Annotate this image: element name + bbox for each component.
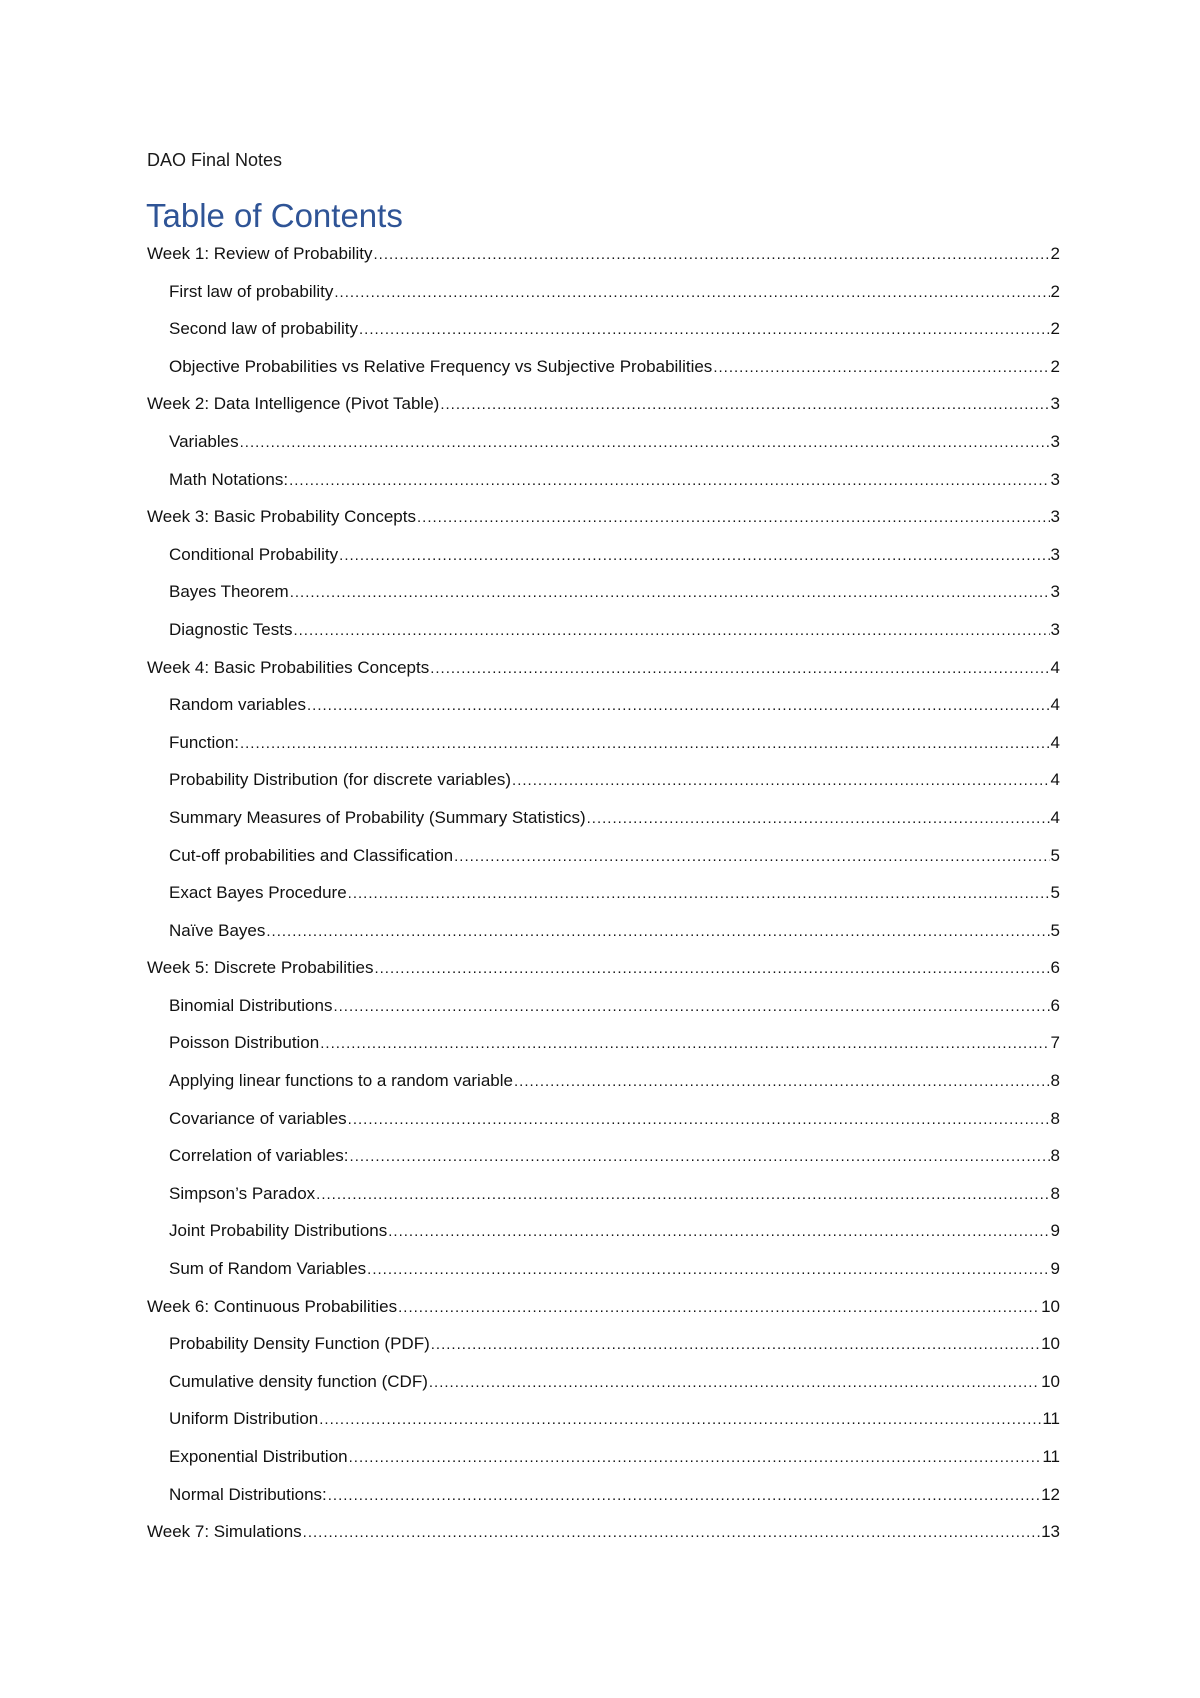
toc-entry-page-number: 11: [1042, 1447, 1060, 1466]
toc-entry-title: Week 2: Data Intelligence (Pivot Table): [147, 394, 440, 414]
toc-entry-title: Week 5: Discrete Probabilities: [147, 958, 374, 978]
toc-entry-page-number: 3: [1050, 431, 1060, 451]
toc-entry-subsection[interactable]: [147, 731, 1060, 769]
toc-entry-page-number: 6: [1050, 995, 1060, 1015]
toc-entry-subsection[interactable]: [147, 580, 1060, 618]
toc-entry-subsection[interactable]: [147, 1257, 1060, 1295]
toc-dot-leader: [367, 1258, 1049, 1282]
toc-entry-title: Week 6: Continuous Probabilities: [147, 1296, 398, 1316]
toc-entry-page-number: 8: [1050, 1108, 1060, 1128]
toc-dot-leader: [289, 469, 1049, 493]
toc-entry-title: Joint Probability Distributions: [169, 1221, 388, 1241]
toc-entry-subsection[interactable]: [147, 618, 1060, 656]
toc-entry-page-number: 2: [1050, 319, 1060, 339]
toc-dot-leader: [328, 1484, 1040, 1508]
toc-entry-page-number: 8: [1050, 1183, 1060, 1203]
toc-entry-week[interactable]: [147, 505, 1060, 543]
toc-entry-subsection[interactable]: [147, 844, 1060, 882]
toc-entry-title: Math Notations:: [169, 469, 289, 489]
toc-entry-title: Bayes Theorem: [169, 582, 289, 602]
toc-dot-leader: [307, 694, 1050, 718]
document-header: DAO Final Notes: [147, 150, 283, 170]
toc-heading: Table of Contents: [146, 197, 403, 234]
toc-dot-leader: [374, 957, 1049, 981]
toc-dot-leader: [293, 619, 1049, 643]
toc-entry-page-number: 9: [1050, 1221, 1060, 1241]
toc-entry-page-number: 3: [1050, 544, 1060, 564]
toc-entry-page-number: 11: [1042, 1409, 1060, 1429]
toc-dot-leader: [359, 318, 1050, 342]
toc-entry-page-number: 4: [1050, 657, 1060, 677]
toc-entry-page-number: 3: [1050, 619, 1060, 639]
toc-entry-subsection[interactable]: [147, 994, 1060, 1032]
toc-entry-title: Probability Distribution (for discrete variables): [169, 770, 512, 790]
toc-entry-subsection[interactable]: [147, 1370, 1060, 1408]
toc-entry-title: Variables: [169, 431, 239, 451]
toc-dot-leader: [319, 1408, 1041, 1432]
toc-dot-leader: [454, 845, 1049, 869]
toc-entry-week[interactable]: [147, 1295, 1060, 1333]
toc-dot-leader: [514, 1070, 1050, 1094]
toc-entry-page-number: 13: [1041, 1522, 1060, 1542]
toc-dot-leader: [398, 1296, 1040, 1320]
toc-entry-subsection[interactable]: [147, 806, 1060, 844]
toc-entry-page-number: 5: [1050, 920, 1060, 940]
toc-dot-leader: [334, 281, 1049, 305]
toc-dot-leader: [350, 1145, 1050, 1169]
toc-entry-page-number: 3: [1050, 394, 1060, 414]
toc-entry-title: Diagnostic Tests: [169, 619, 293, 639]
toc-dot-leader: [713, 356, 1049, 380]
toc-dot-leader: [240, 431, 1050, 455]
toc-entry-page-number: 10: [1041, 1334, 1060, 1354]
toc-dot-leader: [339, 544, 1049, 568]
toc-entry-page-number: 5: [1050, 883, 1060, 903]
toc-entry-page-number: 8: [1050, 1071, 1060, 1091]
toc-entry-subsection[interactable]: [147, 1031, 1060, 1069]
toc-entry-title: Week 7: Simulations: [147, 1522, 302, 1542]
toc-entry-subsection[interactable]: [147, 1182, 1060, 1220]
toc-dot-leader: [333, 995, 1049, 1019]
toc-entry-subsection[interactable]: [147, 1332, 1060, 1370]
toc-dot-leader: [290, 581, 1050, 605]
toc-entry-page-number: 5: [1050, 845, 1060, 865]
toc-entry-title: Naïve Bayes: [169, 920, 266, 940]
toc-dot-leader: [349, 1446, 1042, 1470]
toc-entry-page-number: 6: [1050, 958, 1060, 978]
toc-entry-title: Applying linear functions to a random variable: [169, 1071, 513, 1091]
toc-dot-leader: [266, 920, 1049, 944]
toc-entry-subsection[interactable]: [147, 1407, 1060, 1445]
toc-entry-subsection[interactable]: [147, 1069, 1060, 1107]
toc-entry-subsection[interactable]: [147, 355, 1060, 393]
toc-dot-leader: [316, 1183, 1049, 1207]
toc-entry-page-number: 3: [1050, 507, 1060, 527]
toc-entry-page-number: 3: [1050, 469, 1060, 489]
toc-dot-leader: [320, 1032, 1049, 1056]
toc-entry-page-number: 4: [1050, 807, 1060, 827]
toc-entry-week[interactable]: [147, 242, 1060, 280]
toc-entry-title: Week 1: Review of Probability: [147, 244, 373, 263]
toc-entry-page-number: 2: [1050, 244, 1060, 263]
toc-entry-title: Week 4: Basic Probabilities Concepts: [147, 657, 430, 677]
toc-entry-page-number: 2: [1050, 356, 1060, 376]
toc-entry-title: Objective Probabilities vs Relative Frequency vs Subjective Probabilities: [169, 356, 713, 376]
toc-entry-title: Exponential Distribution: [169, 1447, 348, 1466]
toc-dot-leader: [374, 243, 1050, 267]
toc-entry-title: Second law of probability: [169, 319, 359, 339]
toc-entry-page-number: 7: [1050, 1033, 1060, 1053]
toc-entry-subsection[interactable]: [147, 1107, 1060, 1145]
toc-entry-title: Week 3: Basic Probability Concepts: [147, 507, 416, 527]
toc-entry-week[interactable]: [147, 392, 1060, 430]
toc-entry-title: Simpson’s Paradox: [169, 1183, 316, 1203]
toc-entry-title: Correlation of variables:: [169, 1146, 349, 1166]
toc-dot-leader: [388, 1220, 1049, 1244]
toc-entry-title: Binomial Distributions: [169, 995, 333, 1015]
toc-entry-week[interactable]: [147, 656, 1060, 694]
toc-entry-subsection[interactable]: [147, 881, 1060, 919]
toc-entry-title: Covariance of variables: [169, 1108, 347, 1128]
toc-dot-leader: [240, 732, 1050, 756]
toc-entry-title: Probability Density Function (PDF): [169, 1334, 430, 1354]
toc-dot-leader: [348, 882, 1050, 906]
toc-entry-subsection[interactable]: [147, 919, 1060, 957]
toc-entry-subsection[interactable]: [147, 693, 1060, 731]
toc-entry-title: Sum of Random Variables: [169, 1259, 367, 1279]
toc-entry-subsection[interactable]: [147, 1219, 1060, 1257]
toc-entry-title: Uniform Distribution: [169, 1409, 319, 1429]
toc-entry-title: Exact Bayes Procedure: [169, 883, 347, 903]
toc-entry-subsection[interactable]: [147, 468, 1060, 506]
toc-entry-title: Random variables: [169, 695, 307, 715]
toc-entry-subsection[interactable]: [147, 1483, 1060, 1521]
toc-entry-page-number: 4: [1050, 732, 1060, 752]
toc-entry-page-number: 10: [1041, 1296, 1060, 1316]
toc-entry-page-number: 4: [1050, 695, 1060, 715]
toc-entry-title: Summary Measures of Probability (Summary Statistics): [169, 807, 586, 827]
toc-dot-leader: [431, 1333, 1040, 1357]
toc-entry-subsection[interactable]: [147, 430, 1060, 468]
toc-dot-leader: [440, 393, 1049, 417]
toc-entry-title: Conditional Probability: [169, 544, 339, 564]
toc-entry-page-number: 4: [1050, 770, 1060, 790]
toc-entry-page-number: 10: [1041, 1371, 1060, 1391]
toc-entry-title: Function:: [169, 732, 239, 752]
toc-entry-week[interactable]: [147, 956, 1060, 994]
toc-entry-subsection[interactable]: [147, 768, 1060, 806]
toc-dot-leader: [303, 1521, 1040, 1545]
toc-entry-title: Cut-off probabilities and Classification: [169, 845, 454, 865]
toc-dot-leader: [512, 769, 1050, 793]
toc-entry-title: Cumulative density function (CDF): [169, 1371, 428, 1391]
toc-entry-week[interactable]: [147, 1520, 1060, 1558]
toc-entry-title: Poisson Distribution: [169, 1033, 320, 1053]
toc-entry-page-number: 8: [1050, 1146, 1060, 1166]
toc-dot-leader: [430, 657, 1049, 681]
toc-entry-subsection[interactable]: [147, 317, 1060, 355]
toc-entry-page-number: 3: [1050, 582, 1060, 602]
toc-entry-page-number: 2: [1050, 281, 1060, 301]
toc-entry-page-number: 9: [1050, 1259, 1060, 1279]
toc-entry-subsection[interactable]: [147, 1445, 1060, 1483]
toc-dot-leader: [417, 506, 1050, 530]
toc-entry-title: First law of probability: [169, 281, 334, 301]
toc-dot-leader: [429, 1371, 1040, 1395]
toc-entry-subsection[interactable]: [147, 280, 1060, 318]
toc-entry-subsection[interactable]: [147, 1144, 1060, 1182]
toc-entry-page-number: 12: [1041, 1484, 1060, 1504]
toc-entry-title: Normal Distributions:: [169, 1484, 327, 1504]
table-of-contents: [147, 242, 1060, 1558]
toc-dot-leader: [587, 807, 1050, 831]
toc-entry-subsection[interactable]: [147, 543, 1060, 581]
toc-dot-leader: [348, 1108, 1050, 1132]
